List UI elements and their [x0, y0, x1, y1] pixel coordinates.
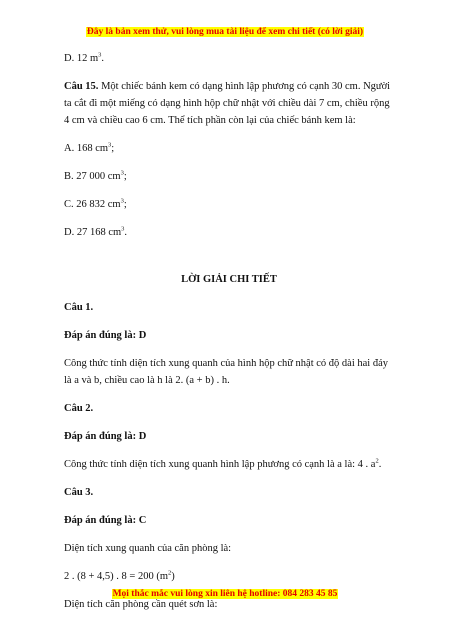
- solution-3-answer: Đáp án đúng là: C: [64, 515, 147, 526]
- solution-3-label: Câu 3.: [64, 487, 94, 498]
- question-15-label: Câu 15.: [64, 81, 99, 92]
- solution-3-formula: 2 . (8 + 4,5) . 8 = 200 $(m^2)$: [64, 569, 175, 582]
- solutions-heading: LỜI GIẢI CHI TIẾT: [181, 274, 277, 285]
- hotline-banner: [0, 589, 450, 599]
- preview-notice-text: Đây là bản xem thử, vui lòng mua tài liệu để xem chi tiết (có lời giải): [86, 27, 364, 37]
- solution-1-label: Câu 1.: [64, 302, 94, 313]
- solution-3-line-1: Diện tích xung quanh của căn phòng là:: [64, 543, 232, 554]
- document-body: [64, 50, 394, 613]
- hotline-text: Mọi thắc mắc vui lòng xin liên hệ hotline: 084 283 45 85: [112, 589, 338, 599]
- question-15: [64, 78, 394, 129]
- solution-2-label: Câu 2.: [64, 403, 94, 414]
- question-15-text: Một chiếc bánh kem có dạng hình lập phương có cạnh 30 cm. Người ta cắt đi một miếng có dạng hình hộp chữ nhật với chiều dài 7 cm, chiều rộng 4 cm và chiều cao 6 cm. Thể tích phần còn lại của chiếc bánh kem là:: [64, 81, 391, 126]
- question-15-option-c: C. 26 832 $cm^3$;: [64, 197, 127, 210]
- preview-notice-banner: [0, 27, 450, 37]
- question-15-option-a: A. 168 $cm^3$;: [64, 141, 115, 154]
- solution-3-line-2: Diện tích căn phòng cần quét sơn là:: [64, 599, 218, 610]
- solution-2-answer: Đáp án đúng là: D: [64, 431, 147, 442]
- question-15-option-d: D. 27 168 $cm^3$.: [64, 225, 128, 238]
- solution-1-answer: Đáp án đúng là: D: [64, 330, 147, 341]
- question-15-option-b: B. 27 000 $cm^3$;: [64, 169, 127, 182]
- solution-2-text: Công thức tính diện tích xung quanh hình lập phương có cạnh là a là: 4 . $a^2$.: [64, 457, 382, 470]
- previous-option-d: D. 12 $m^3$.: [64, 51, 104, 64]
- solution-1-text: Công thức tính diện tích xung quanh của hình hộp chữ nhật có độ dài hai đáy là a và b, chiều cao là h là 2. (a + b) . h.: [64, 358, 388, 386]
